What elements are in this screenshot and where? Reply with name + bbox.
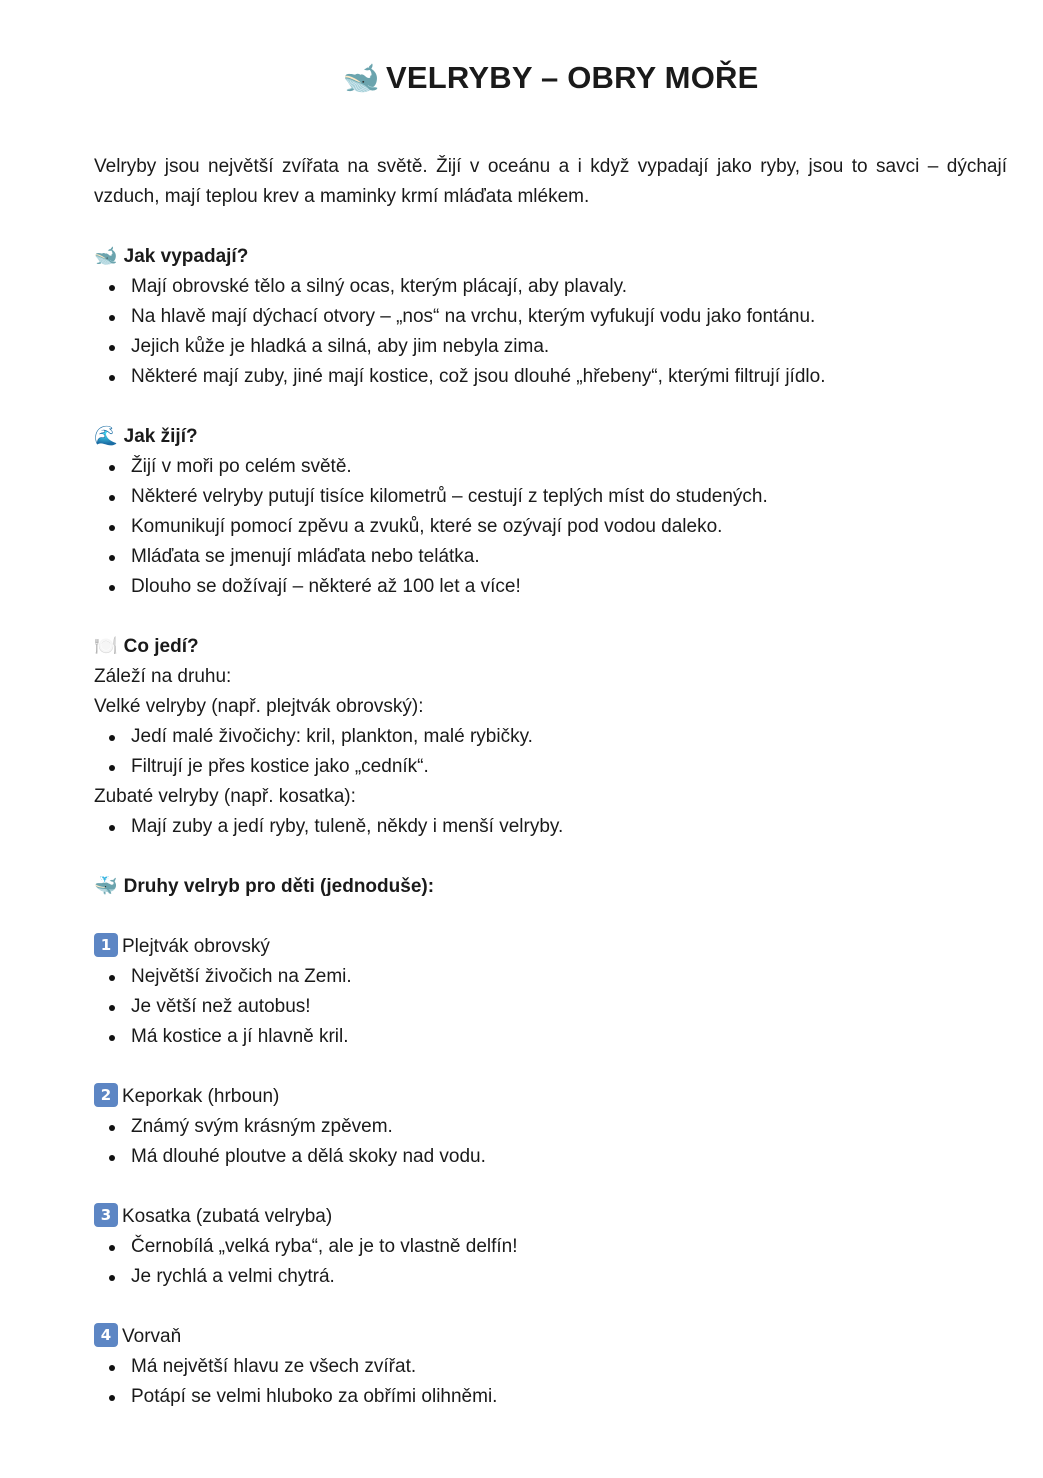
document-page [94,0,1007,1412]
section-heading-text: Co jedí? [123,636,199,657]
species-list-4 [94,1352,1007,1412]
food-big-label: Velké velryby (např. plejtvák obrovský): [94,696,424,717]
wave-icon: 🌊 [94,426,118,447]
list-item: Má dlouhé ploutve a dělá skoky nad vodu. [131,1142,1007,1172]
page-title-text: VELRYBY – OBRY MOŘE [386,60,759,95]
list-item: Je rychlá a velmi chytrá. [131,1262,1007,1292]
species-title-4 [94,1322,1007,1352]
species-name: Vorvaň [122,1326,182,1347]
list-item: Známý svým krásným zpěvem. [131,1112,1007,1142]
section-heading-text: Druhy velryb pro děti (jednoduše): [123,876,435,897]
list-item: Filtrují je přes kostice jako „cedník“. [131,752,1007,782]
food-toothed-label: Zubaté velryby (např. kosatka): [94,786,356,807]
species-list-2 [94,1112,1007,1172]
list-item: Některé mají zuby, jiné mají kostice, což jsou dlouhé „hřebeny“, kterými filtrují jídlo. [131,362,1007,392]
list-item: Jejich kůže je hladká a silná, aby jim nebyla zima. [131,332,1007,362]
list-item: Mají zuby a jedí ryby, tuleně, někdy i menší velryby. [131,812,1007,842]
list-item: Potápí se velmi hluboko za obřími olihněmi. [131,1382,1007,1412]
number-badge-icon: 4 [94,1323,118,1347]
section-heading-text: Jak žijí? [123,426,198,447]
list-item: Jedí malé živočichy: kril, plankton, malé rybičky. [131,722,1007,752]
look-list [94,272,1007,392]
section-heading-food [94,632,1007,662]
section-heading-look [94,242,1007,272]
food-big-list [94,722,1007,782]
list-item: Na hlavě mají dýchací otvory – „nos“ na vrchu, kterým vyfukují vodu jako fontánu. [131,302,1007,332]
section-heading-species [94,872,1007,902]
list-item: Černobílá „velká ryba“, ale je to vlastně delfín! [131,1232,1007,1262]
spouting-whale-icon: 🐳 [94,876,118,897]
species-title-1 [94,932,1007,962]
list-item: Je větší než autobus! [131,992,1007,1022]
plate-icon: 🍽️ [94,636,118,657]
species-name: Kosatka (zubatá velryba) [122,1206,333,1227]
list-item: Dlouho se dožívají – některé až 100 let a více! [131,572,1007,602]
food-toothed-list [94,812,1007,842]
list-item: Mláďata se jmenují mláďata nebo telátka. [131,542,1007,572]
species-name: Plejtvák obrovský [122,936,270,957]
number-badge-icon: 3 [94,1203,118,1227]
live-list [94,452,1007,602]
whale-icon: 🐋 [94,246,118,267]
food-intro: Záleží na druhu: [94,666,232,687]
list-item: Některé velryby putují tisíce kilometrů – cestují z teplých míst do studených. [131,482,1007,512]
species-title-2 [94,1082,1007,1112]
number-badge-icon: 2 [94,1083,118,1107]
section-heading-text: Jak vypadají? [123,246,249,267]
species-name: Keporkak (hrboun) [122,1086,280,1107]
species-list-1 [94,962,1007,1052]
intro-paragraph: Velryby jsou největší zvířata na světě. Žijí v oceánu a i když vypadají jako ryby, jsou to savci – dýchají vzduch, mají teplou krev a maminky krmí mláďata mlékem. [94,156,1007,207]
list-item: Největší živočich na Zemi. [131,962,1007,992]
list-item: Mají obrovské tělo a silný ocas, kterým plácají, aby plavaly. [131,272,1007,302]
section-heading-live [94,422,1007,452]
species-title-3 [94,1202,1007,1232]
whale-icon: 🐋 [342,62,381,95]
list-item: Má největší hlavu ze všech zvířat. [131,1352,1007,1382]
species-list-3 [94,1232,1007,1292]
number-badge-icon: 1 [94,933,118,957]
page-title [94,56,1007,100]
list-item: Má kostice a jí hlavně kril. [131,1022,1007,1052]
list-item: Žijí v moři po celém světě. [131,452,1007,482]
list-item: Komunikují pomocí zpěvu a zvuků, které se ozývají pod vodou daleko. [131,512,1007,542]
